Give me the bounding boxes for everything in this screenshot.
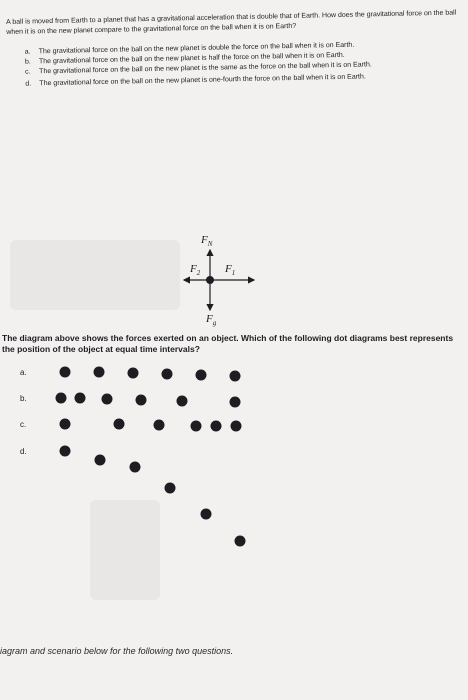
choice-label-a[interactable]: a. — [20, 368, 27, 377]
position-dot — [231, 421, 242, 432]
gravity-force-label: $F_g$ — [206, 313, 217, 327]
position-dot — [75, 393, 86, 404]
position-dot — [165, 483, 176, 494]
position-dot — [60, 419, 71, 430]
dot-diagram-a[interactable] — [60, 367, 241, 382]
f2-force-label: $F_2$ — [190, 263, 201, 277]
dot-diagram-b[interactable] — [56, 393, 241, 408]
position-dot — [230, 371, 241, 382]
choice-label-d[interactable]: d. — [20, 447, 27, 456]
position-dot — [201, 509, 212, 520]
f1-force-label: $F_1$ — [225, 263, 236, 277]
position-dot — [196, 370, 207, 381]
question-1-stem: A ball is moved from Earth to a planet that has a gravitational acceleration that is double that of Earth. How does the gravitational force on the ball when it is on the new planet compare to the gravitational force on the ball when it is on Earth? — [6, 9, 457, 36]
position-dot — [154, 420, 165, 431]
position-dot — [128, 368, 139, 379]
normal-force-label: $F_N$ — [201, 234, 213, 248]
position-dot — [130, 462, 141, 473]
option-letter: d. — [25, 80, 32, 88]
position-dot — [95, 455, 106, 466]
position-dot — [211, 421, 222, 432]
position-dot — [114, 419, 125, 430]
choice-label-c[interactable]: c. — [20, 420, 27, 429]
footer-instruction: iagram and scenario below for the following two questions. — [0, 646, 234, 656]
dot-diagram-d[interactable] — [60, 446, 246, 547]
position-dot — [136, 395, 147, 406]
option-letter: a. — [24, 48, 31, 56]
position-dot — [60, 367, 71, 378]
option-letter: c. — [25, 68, 31, 76]
option-text: The gravitational force on the ball on the new planet is one-fourth the force on the ball when it is on Earth. — [39, 73, 366, 88]
position-dot — [60, 446, 71, 457]
position-dot — [191, 421, 202, 432]
option-text: The gravitational force on the ball on the new planet is half the force on the ball when it is on Earth. — [38, 51, 345, 66]
question-2-stem: The diagram above shows the forces exerted on an object. Which of the following dot diagrams best represents the position of the object at equal time intervals? — [2, 333, 454, 354]
choice-label-b[interactable]: b. — [20, 394, 27, 403]
option-letter: b. — [24, 58, 31, 66]
object-dot — [206, 276, 214, 284]
position-dot — [56, 393, 67, 404]
position-dot — [102, 394, 113, 405]
position-dot — [94, 367, 105, 378]
dot-diagram-c[interactable] — [60, 419, 242, 432]
position-dot — [230, 397, 241, 408]
position-dot — [162, 369, 173, 380]
position-dot — [235, 536, 246, 547]
option-text: The gravitational force on the ball on the new planet is the same as the force on the ball when it is on Earth. — [39, 61, 372, 76]
position-dot — [177, 396, 188, 407]
option-text: The gravitational force on the ball on the new planet is double the force on the ball when it is on Earth. — [38, 41, 355, 56]
